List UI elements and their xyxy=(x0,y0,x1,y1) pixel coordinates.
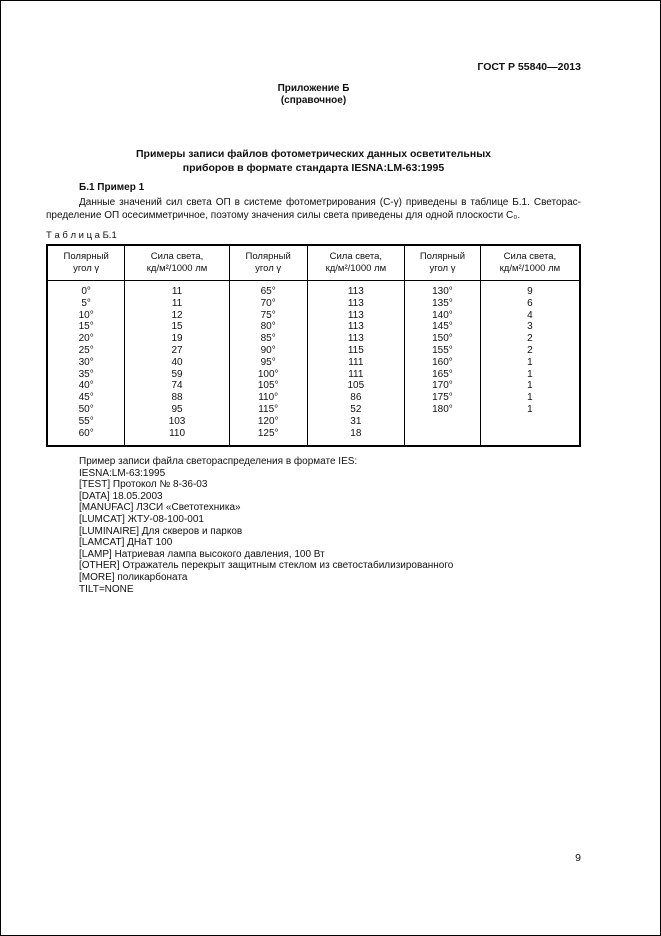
cell-luminous-intensity: 1 xyxy=(480,404,580,416)
column-header-luminous-intensity: Сила света, кд/м²/1000 лм xyxy=(125,245,229,281)
cell-polar-angle: 35° xyxy=(47,369,125,381)
cell-polar-angle: 180° xyxy=(405,404,481,416)
ies-line: [TEST] Протокол № 8-36-03 xyxy=(79,479,208,491)
cell-luminous-intensity: 12 xyxy=(125,310,229,322)
cell-luminous-intensity: 113 xyxy=(307,281,405,298)
cell-polar-angle: 55° xyxy=(47,416,125,428)
cell-polar-angle: 40° xyxy=(47,380,125,392)
cell-luminous-intensity: 2 xyxy=(480,345,580,357)
cell-polar-angle: 110° xyxy=(229,392,307,404)
paragraph-line: Данные значений сил света ОП в системе фотометрирования (С-γ) приведены в таблице Б.1. Светорас- xyxy=(79,197,581,208)
cell-luminous-intensity: 3 xyxy=(480,321,580,333)
cell-luminous-intensity: 1 xyxy=(480,380,580,392)
cell-luminous-intensity: 52 xyxy=(307,404,405,416)
ies-line: [DATA] 18.05.2003 xyxy=(79,490,163,502)
cell-luminous-intensity: 110 xyxy=(125,428,229,447)
cell-polar-angle: 45° xyxy=(47,392,125,404)
ies-line: [LUMINAIRE] Для скверов и парков xyxy=(79,525,243,537)
table-row xyxy=(47,281,580,298)
cell-polar-angle: 140° xyxy=(405,310,481,322)
ies-line: [LUMCAT] ЖТУ-08-100-001 xyxy=(79,513,204,525)
cell-luminous-intensity: 18 xyxy=(307,428,405,447)
cell-polar-angle: 60° xyxy=(47,428,125,447)
ies-line: IESNA:LM-63:1995 xyxy=(79,467,166,479)
cell-luminous-intensity: 2 xyxy=(480,333,580,345)
cell-polar-angle: 30° xyxy=(47,357,125,369)
table-row xyxy=(47,333,580,345)
cell-luminous-intensity: 40 xyxy=(125,357,229,369)
annex-subtitle: (справочное) xyxy=(280,95,347,106)
cell-polar-angle: 100° xyxy=(229,369,307,381)
document-title xyxy=(46,148,581,175)
example-heading: Б.1 Пример 1 xyxy=(79,182,145,193)
cell-luminous-intensity: 95 xyxy=(125,404,229,416)
cell-luminous-intensity: 1 xyxy=(480,392,580,404)
cell-polar-angle: 135° xyxy=(405,298,481,310)
table-row xyxy=(47,380,580,392)
cell-polar-angle: 175° xyxy=(405,392,481,404)
cell-polar-angle: 70° xyxy=(229,298,307,310)
table-body xyxy=(47,281,580,447)
cell-luminous-intensity: 111 xyxy=(307,369,405,381)
table-row xyxy=(47,321,580,333)
cell-polar-angle: 75° xyxy=(229,310,307,322)
ies-line: [OTHER] Отражатель перекрыт защитным стеклом из светостабилизированного xyxy=(79,560,454,572)
table-row xyxy=(47,404,580,416)
cell-luminous-intensity: 1 xyxy=(480,357,580,369)
document-reference: ГОСТ Р 55840—2013 xyxy=(477,61,581,73)
table-row xyxy=(47,369,580,381)
cell-luminous-intensity: 1 xyxy=(480,369,580,381)
table-row xyxy=(47,428,580,447)
table-head xyxy=(47,245,580,281)
cell-polar-angle: 95° xyxy=(229,357,307,369)
table-label: Т а б л и ц а Б.1 xyxy=(46,230,117,241)
cell-polar-angle: 20° xyxy=(47,333,125,345)
cell-polar-angle: 85° xyxy=(229,333,307,345)
cell-polar-angle: 150° xyxy=(405,333,481,345)
cell-luminous-intensity: 19 xyxy=(125,333,229,345)
paragraph-line: пределение ОП осесимметричное, поэтому значения силы света приведены для одной плоскости С₀. xyxy=(46,209,521,221)
ies-line: [LAMP] Натриевая лампа высокого давления, 100 Вт xyxy=(79,548,325,560)
ies-line: TILT=NONE xyxy=(79,583,134,595)
cell-luminous-intensity: 31 xyxy=(307,416,405,428)
annex-heading xyxy=(46,83,581,107)
cell-luminous-intensity: 15 xyxy=(125,321,229,333)
cell-luminous-intensity: 9 xyxy=(480,281,580,298)
cell-polar-angle: 165° xyxy=(405,369,481,381)
cell-luminous-intensity: 11 xyxy=(125,281,229,298)
cell-polar-angle: 170° xyxy=(405,380,481,392)
table-row xyxy=(47,298,580,310)
column-header-polar-angle: Полярный угол γ xyxy=(405,245,481,281)
document-title-line1: Примеры записи файлов фотометрических данных осветительных xyxy=(135,148,491,160)
cell-polar-angle: 15° xyxy=(47,321,125,333)
cell-polar-angle: 160° xyxy=(405,357,481,369)
cell-luminous-intensity: 111 xyxy=(307,357,405,369)
table-row xyxy=(47,357,580,369)
cell-luminous-intensity xyxy=(480,416,580,428)
ies-block xyxy=(79,456,453,595)
column-header-polar-angle: Полярный угол γ xyxy=(47,245,125,281)
cell-luminous-intensity: 113 xyxy=(307,321,405,333)
cell-polar-angle: 50° xyxy=(47,404,125,416)
table-row xyxy=(47,310,580,322)
cell-polar-angle: 120° xyxy=(229,416,307,428)
cell-luminous-intensity: 113 xyxy=(307,310,405,322)
cell-polar-angle: 0° xyxy=(47,281,125,298)
cell-polar-angle xyxy=(405,416,481,428)
cell-luminous-intensity: 27 xyxy=(125,345,229,357)
cell-luminous-intensity: 4 xyxy=(480,310,580,322)
cell-luminous-intensity xyxy=(480,428,580,447)
body-paragraph xyxy=(46,197,581,222)
cell-polar-angle: 130° xyxy=(405,281,481,298)
cell-luminous-intensity: 6 xyxy=(480,298,580,310)
page-number: 9 xyxy=(575,852,581,864)
ies-intro: Пример записи файла светораспределения в формате IES: xyxy=(79,456,358,467)
cell-luminous-intensity: 74 xyxy=(125,380,229,392)
column-header-polar-angle: Полярный угол γ xyxy=(229,245,307,281)
cell-polar-angle: 65° xyxy=(229,281,307,298)
table-header-row xyxy=(47,245,580,281)
cell-polar-angle: 10° xyxy=(47,310,125,322)
column-header-luminous-intensity: Сила света, кд/м²/1000 лм xyxy=(480,245,580,281)
cell-luminous-intensity: 113 xyxy=(307,298,405,310)
cell-polar-angle: 90° xyxy=(229,345,307,357)
cell-luminous-intensity: 115 xyxy=(307,345,405,357)
cell-polar-angle: 25° xyxy=(47,345,125,357)
ies-line: [MANUFAC] ЛЗСИ «Светотехника» xyxy=(79,502,241,514)
cell-polar-angle: 115° xyxy=(229,404,307,416)
cell-luminous-intensity: 59 xyxy=(125,369,229,381)
cell-polar-angle: 155° xyxy=(405,345,481,357)
cell-luminous-intensity: 86 xyxy=(307,392,405,404)
ies-listing xyxy=(79,468,453,596)
cell-polar-angle xyxy=(405,428,481,447)
ies-line: [MORE] поликарбоната xyxy=(79,571,188,583)
cell-luminous-intensity: 11 xyxy=(125,298,229,310)
table-row xyxy=(47,345,580,357)
cell-polar-angle: 5° xyxy=(47,298,125,310)
document-title-line2: приборов в формате стандарта IESNA:LM-63:1995 xyxy=(182,161,445,174)
column-header-luminous-intensity: Сила света, кд/м²/1000 лм xyxy=(307,245,405,281)
page-content xyxy=(46,1,581,936)
photometric-table xyxy=(46,244,581,447)
annex-title: Приложение Б xyxy=(277,83,350,94)
cell-luminous-intensity: 105 xyxy=(307,380,405,392)
cell-polar-angle: 80° xyxy=(229,321,307,333)
cell-polar-angle: 105° xyxy=(229,380,307,392)
cell-luminous-intensity: 103 xyxy=(125,416,229,428)
ies-line: [LAMCAT] ДНаТ 100 xyxy=(79,537,173,549)
table-row xyxy=(47,392,580,404)
cell-polar-angle: 145° xyxy=(405,321,481,333)
cell-luminous-intensity: 113 xyxy=(307,333,405,345)
cell-luminous-intensity: 88 xyxy=(125,392,229,404)
cell-polar-angle: 125° xyxy=(229,428,307,447)
table-row xyxy=(47,416,580,428)
